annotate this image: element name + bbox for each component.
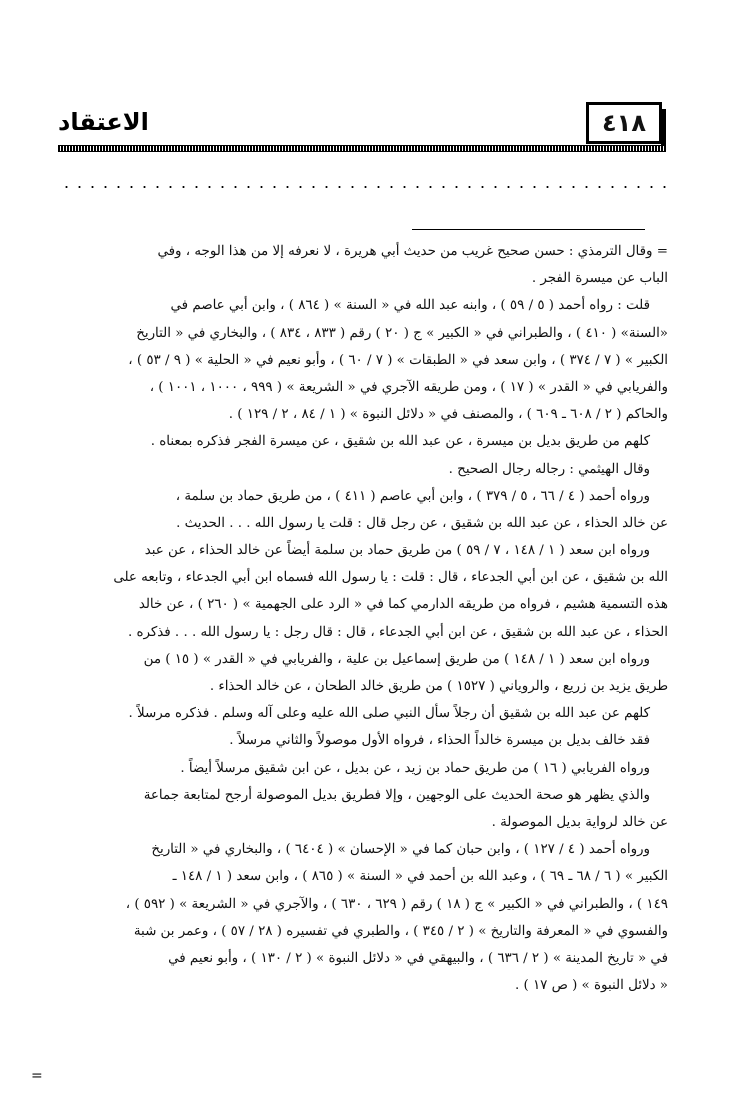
text-line: فقد خالف بديل بن ميسرة خالداً الحذاء ، فرواه الأول موصولاً والثاني مرسلاً . (229, 733, 650, 749)
text-line: والفسوي في « المعرفة والتاريخ » ( ٢ / ٣٤٥ ) ، والطبري في تفسيره ( ٢٨ / ٥٧ ) ، وعمر بن شبة (133, 923, 668, 939)
text-line: عن خالد لرواية بديل الموصولة . (491, 814, 668, 830)
chapter-title: الاعتقاد (58, 108, 149, 136)
text-line: الحذاء ، عن عبد الله بن شقيق ، عن ابن أبي الجدعاء ، قال : قال رجل : يا رسول الله . . . فذكره . (127, 624, 668, 640)
text-line: الله بن شقيق ، عن ابن أبي الجدعاء ، قال : قلت : يا رسول الله فسماه ابن أبي الجدعاء ، وتابعه على (113, 570, 668, 586)
text-line: قلت : رواه أحمد ( ٥ / ٥٩ ) ، وابنه عبد الله في « السنة » ( ٨٦٤ ) ، وابن أبي عاصم في (170, 298, 650, 314)
page-number-box (586, 102, 662, 144)
text-line: الباب عن ميسرة الفجر . (531, 271, 668, 287)
text-line: ورواه ابن سعد ( ١ / ١٤٨ ) من طريق إسماعيل بن علية ، والفريابي في « القدر » ( ١٥ ) من (143, 651, 650, 667)
text-line: في « تاريخ المدينة » ( ٢ / ٦٣٦ ) ، والبيهقي في « دلائل النبوة » ( ٢ / ١٣٠ ) ، وأبو نعيم في (168, 950, 668, 966)
text-line: وقال الهيثمي : رجاله رجال الصحيح . (448, 461, 650, 477)
text-line: = وقال الترمذي : حسن صحيح غريب من حديث أبي هريرة ، لا نعرفه إلا من هذا الوجه ، وفي (157, 244, 668, 259)
text-line: عن خالد الحذاء ، عن عبد الله بن شقيق ، عن رجل قال : قلت يا رسول الله . . . الحديث . (176, 515, 668, 531)
text-line: كلهم عن عبد الله بن شقيق أن رجلاً سأل النبي صلى الله عليه وعلى آله وسلم . فذكره مرسلاً . (128, 706, 650, 722)
text-line: الكبير » ( ٧ / ٣٧٤ ) ، وابن سعد في « الطبقات » ( ٧ / ٦٠ ) ، وأبو نعيم في « الحلية » ( ٩ / ٥٣ ) ، (128, 352, 668, 368)
text-line: والحاكم ( ٢ / ٦٠٨ ـ ٦٠٩ ) ، والمصنف في « دلائل النبوة » ( ١ / ٨٤ ، ٢ / ١٢٩ ) . (228, 407, 668, 423)
continuation-mark: = (31, 1068, 43, 1084)
footnote-text (58, 238, 668, 999)
text-line: كلهم من طريق بديل بن ميسرة ، عن عبد الله بن شقيق ، عن ميسرة الفجر فذكره بمعناه . (150, 434, 650, 450)
text-line: الكبير » ( ٦ / ٦٨ ـ ٦٩ ) ، وعبد الله بن أحمد في « السنة » ( ٨٦٥ ) ، وابن سعد ( ١ / ١٤٨ ـ (172, 869, 668, 885)
text-line: ورواه ابن سعد ( ١ / ١٤٨ ، ٧ / ٥٩ ) من طريق حماد بن سلمة أيضاً عن خالد الحذاء ، عن عبد (144, 543, 650, 559)
text-line: ورواه أحمد ( ٤ / ٦٦ ، ٥ / ٣٧٩ ) ، وابن أبي عاصم ( ٤١١ ) ، من طريق حماد بن سلمة ، (175, 488, 650, 504)
text-line: هذه التسمية هشيم ، فرواه من طريقه الدارمي كما في « الرد على الجهمية » ( ٢٦٠ ) ، عن خالد (138, 597, 668, 613)
dotted-separator (60, 186, 666, 188)
text-line: ورواه أحمد ( ٤ / ١٢٧ ) ، وابن حبان كما في « الإحسان » ( ٦٤٠٤ ) ، والبخاري في « التاريخ (151, 842, 650, 858)
text-line: والفريابي في « القدر » ( ١٧ ) ، ومن طريقه الآجري في « الشريعة » ( ٩٩٩ ، ١٠٠٠ ، ١٠٠١ ) ، (149, 379, 668, 395)
text-line: « دلائل النبوة » ( ص ١٧ ) . (514, 978, 668, 994)
text-line: طريق يزيد بن زريع ، والروياني ( ١٥٢٧ ) من طريق خالد الطحان ، عن خالد الحذاء . (209, 679, 668, 694)
text-line: ١٤٩ ) ، والطبراني في « الكبير » ج ( ١٨ ) رقم ( ٦٢٩ ، ٦٣٠ ) ، والآجري في « الشريعة » ( ٥٩٢ ) ، (125, 896, 668, 912)
page-number: ٤١٨ (602, 109, 646, 137)
footnote-rule (412, 229, 645, 230)
header-rule (58, 145, 666, 152)
text-line: ورواه الفريابي ( ١٦ ) من طريق حماد بن زيد ، عن بديل ، عن ابن شقيق مرسلاً أيضاً . (180, 760, 650, 776)
text-line: والذي يظهر هو صحة الحديث على الوجهين ، وإلا فطريق بديل الموصولة أرجح لمتابعة جماعة (143, 787, 650, 803)
text-line: «السنة» ( ٤١٠ ) ، والطبراني في « الكبير » ج ( ٢٠ ) رقم ( ٨٣٣ ، ٨٣٤ ) ، والبخاري في « التاريخ (136, 325, 668, 341)
